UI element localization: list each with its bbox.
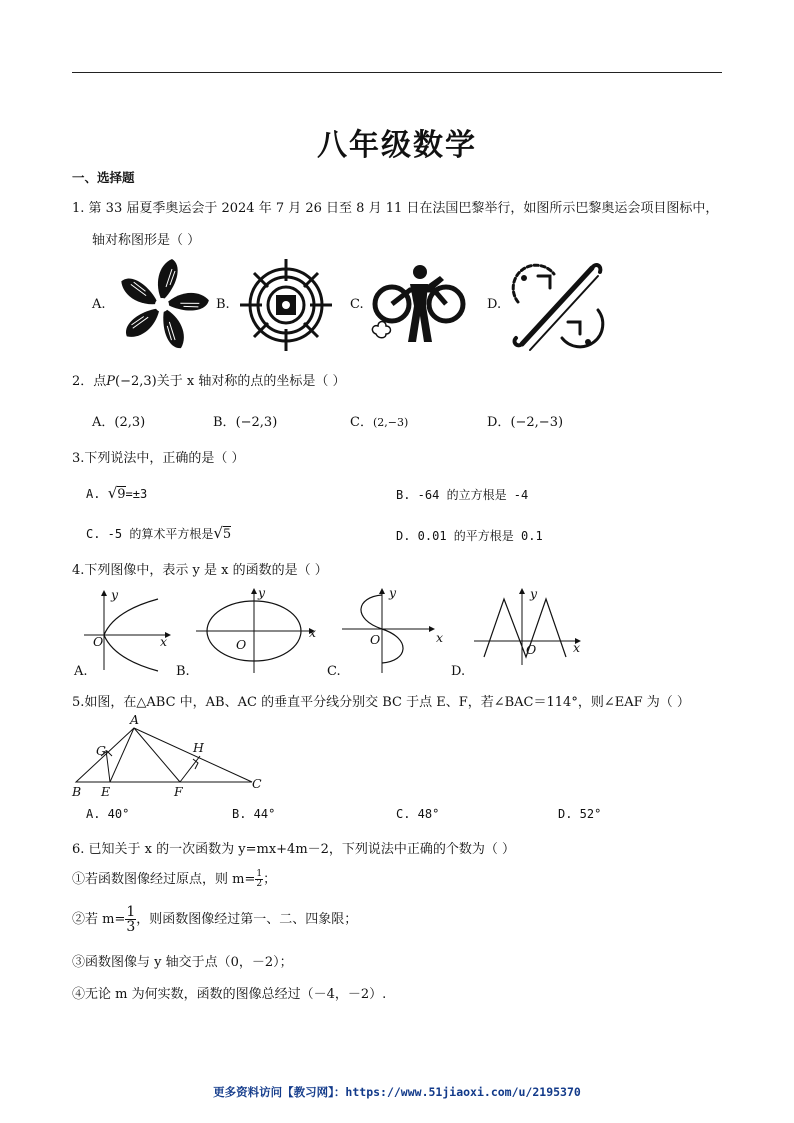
q3-option-d: D. 0.01 的平方根是 0.1 bbox=[396, 529, 543, 543]
q6-s1-denominator: 2 bbox=[256, 879, 263, 889]
q2-option-b-value: (−2,3) bbox=[235, 415, 278, 430]
q5-label-e: E bbox=[101, 784, 111, 799]
q6-s2-post: ，则函数图像经过第一、二、四象限； bbox=[136, 912, 358, 927]
q6-s2-fraction bbox=[125, 905, 136, 934]
q3-option-a-radicand: 9 bbox=[117, 487, 126, 502]
q4-a-origin: O bbox=[93, 634, 104, 649]
q6-s1-numerator: 1 bbox=[256, 869, 263, 879]
q3-option-a-label: A. bbox=[86, 487, 101, 501]
q1-option-c: C. bbox=[350, 297, 364, 312]
q4-graph-b bbox=[192, 585, 322, 680]
q5-option-d: D. 52° bbox=[558, 807, 602, 821]
q6-stem: 6. 已知关于 x 的一次函数为 y=mx+4m－2，下列说法中正确的个数为（ ） bbox=[72, 842, 516, 857]
q4-option-b: B. bbox=[176, 664, 190, 679]
q1-option-b: B. bbox=[216, 297, 230, 312]
pinwheel-icon bbox=[112, 257, 212, 353]
q6-s2-denominator: 3 bbox=[126, 919, 136, 935]
q4-d-origin: O bbox=[526, 642, 537, 657]
q2-option-d-label: D． bbox=[487, 415, 511, 430]
q4-a-xlabel: x bbox=[160, 634, 168, 649]
q2-point: P bbox=[106, 374, 116, 389]
q2-option-c-value: (2,−3) bbox=[372, 416, 409, 429]
q5-option-b: B. 44° bbox=[232, 807, 276, 821]
q4-option-a: A. bbox=[74, 664, 88, 679]
q1-stem-2: 轴对称图形是（ ） bbox=[92, 233, 201, 248]
q2-stem-post: 关于 x 轴对称的点的坐标是（ ） bbox=[156, 374, 346, 389]
section-heading: 一、选择题 bbox=[72, 170, 135, 185]
q2-option-b-label: B． bbox=[213, 415, 236, 430]
q6-s1-post: ； bbox=[263, 872, 277, 887]
q6-statement-1 bbox=[72, 868, 276, 889]
q4-c-ylabel: y bbox=[389, 585, 397, 600]
q2-option-d bbox=[487, 411, 563, 430]
q4-c-origin: O bbox=[370, 632, 381, 647]
q3-stem: 3.下列说法中，正确的是（ ） bbox=[72, 451, 245, 466]
q5-label-h: H bbox=[193, 740, 204, 755]
page-title: 八年级数学 bbox=[317, 128, 477, 163]
footer-link[interactable]: 更多资料访问【教习网】：https://www.51jiaoxi.com/u/2195370 bbox=[213, 1085, 581, 1099]
q3-option-a: A. √9=±3 bbox=[86, 484, 148, 502]
q3-option-c-text: C. -5 的算术平方根是 bbox=[86, 527, 214, 541]
q1-stem: 1. 第 33 届夏季奥运会于 2024 年 7 月 26 日至 8 月 11 日在法国巴黎举行，如图所示巴黎奥运会项目图标中， bbox=[72, 201, 719, 216]
q2-option-a-value: (2,3) bbox=[114, 415, 146, 430]
q2-option-c-label: C． bbox=[350, 415, 373, 430]
q4-option-d: D. bbox=[451, 664, 466, 679]
q4-stem: 4.下列图像中，表示 y 是 x 的函数的是（ ） bbox=[72, 563, 328, 578]
q3-option-b: B. -64 的立方根是 -4 bbox=[396, 488, 529, 502]
q5-stem: 5.如图，在△ABC 中，AB、AC 的垂直平分线分别交 BC 于点 E、F，若∠BAC＝114°，则∠EAF 为（ ） bbox=[72, 695, 690, 710]
q2-option-a bbox=[92, 411, 145, 430]
cyclist-icon bbox=[368, 262, 468, 350]
q3-option-c-radicand: 5 bbox=[222, 527, 232, 542]
q2-option-b bbox=[213, 411, 277, 430]
q4-b-xlabel: x bbox=[309, 625, 317, 640]
q2-option-d-value: (−2,−3) bbox=[510, 415, 564, 430]
header-rule bbox=[72, 72, 722, 73]
q5-label-f: F bbox=[174, 784, 183, 799]
q5-option-c: C. 48° bbox=[396, 807, 440, 821]
target-icon bbox=[238, 262, 334, 348]
q5-label-g: G bbox=[96, 743, 106, 758]
q2-stem-pre: 2．点 bbox=[72, 374, 107, 389]
q3-option-a-rest: =±3 bbox=[125, 487, 148, 501]
q2-stem bbox=[72, 370, 345, 389]
q2-option-c bbox=[350, 411, 408, 430]
q3-option-c: C. -5 的算术平方根是√5 bbox=[86, 524, 232, 542]
q6-statement-4: ④无论 m 为何实数，函数的图像总经过（－4，－2）. bbox=[72, 987, 387, 1002]
q6-s1-text: ①若函数图像经过原点，则 m= bbox=[72, 872, 256, 887]
q4-graph-a bbox=[74, 585, 184, 680]
q5-label-c: C bbox=[252, 776, 262, 791]
q4-d-ylabel: y bbox=[530, 586, 538, 601]
q5-label-b: B bbox=[72, 784, 82, 799]
q5-label-a: A bbox=[130, 712, 140, 727]
q1-option-d: D. bbox=[487, 297, 502, 312]
q6-s2-text: ②若 m= bbox=[72, 912, 126, 927]
q2-coord: (−2,3) bbox=[115, 374, 157, 389]
q2-option-a-label: A． bbox=[92, 415, 115, 430]
q4-c-xlabel: x bbox=[436, 630, 444, 645]
q4-d-xlabel: x bbox=[573, 640, 581, 655]
q5-option-a: A. 40° bbox=[86, 807, 130, 821]
q4-b-ylabel: y bbox=[258, 585, 266, 600]
q1-option-a: A. bbox=[92, 297, 106, 312]
q6-statement-3: ③函数图像与 y 轴交于点（0，－2）； bbox=[72, 955, 293, 970]
q4-b-origin: O bbox=[236, 637, 247, 652]
q6-statement-2 bbox=[72, 905, 357, 934]
q4-a-ylabel: y bbox=[111, 587, 119, 602]
hockey-icon bbox=[508, 258, 608, 354]
q6-s2-numerator: 1 bbox=[126, 904, 136, 920]
q6-s1-fraction bbox=[255, 870, 263, 889]
q4-option-c: C. bbox=[327, 664, 341, 679]
